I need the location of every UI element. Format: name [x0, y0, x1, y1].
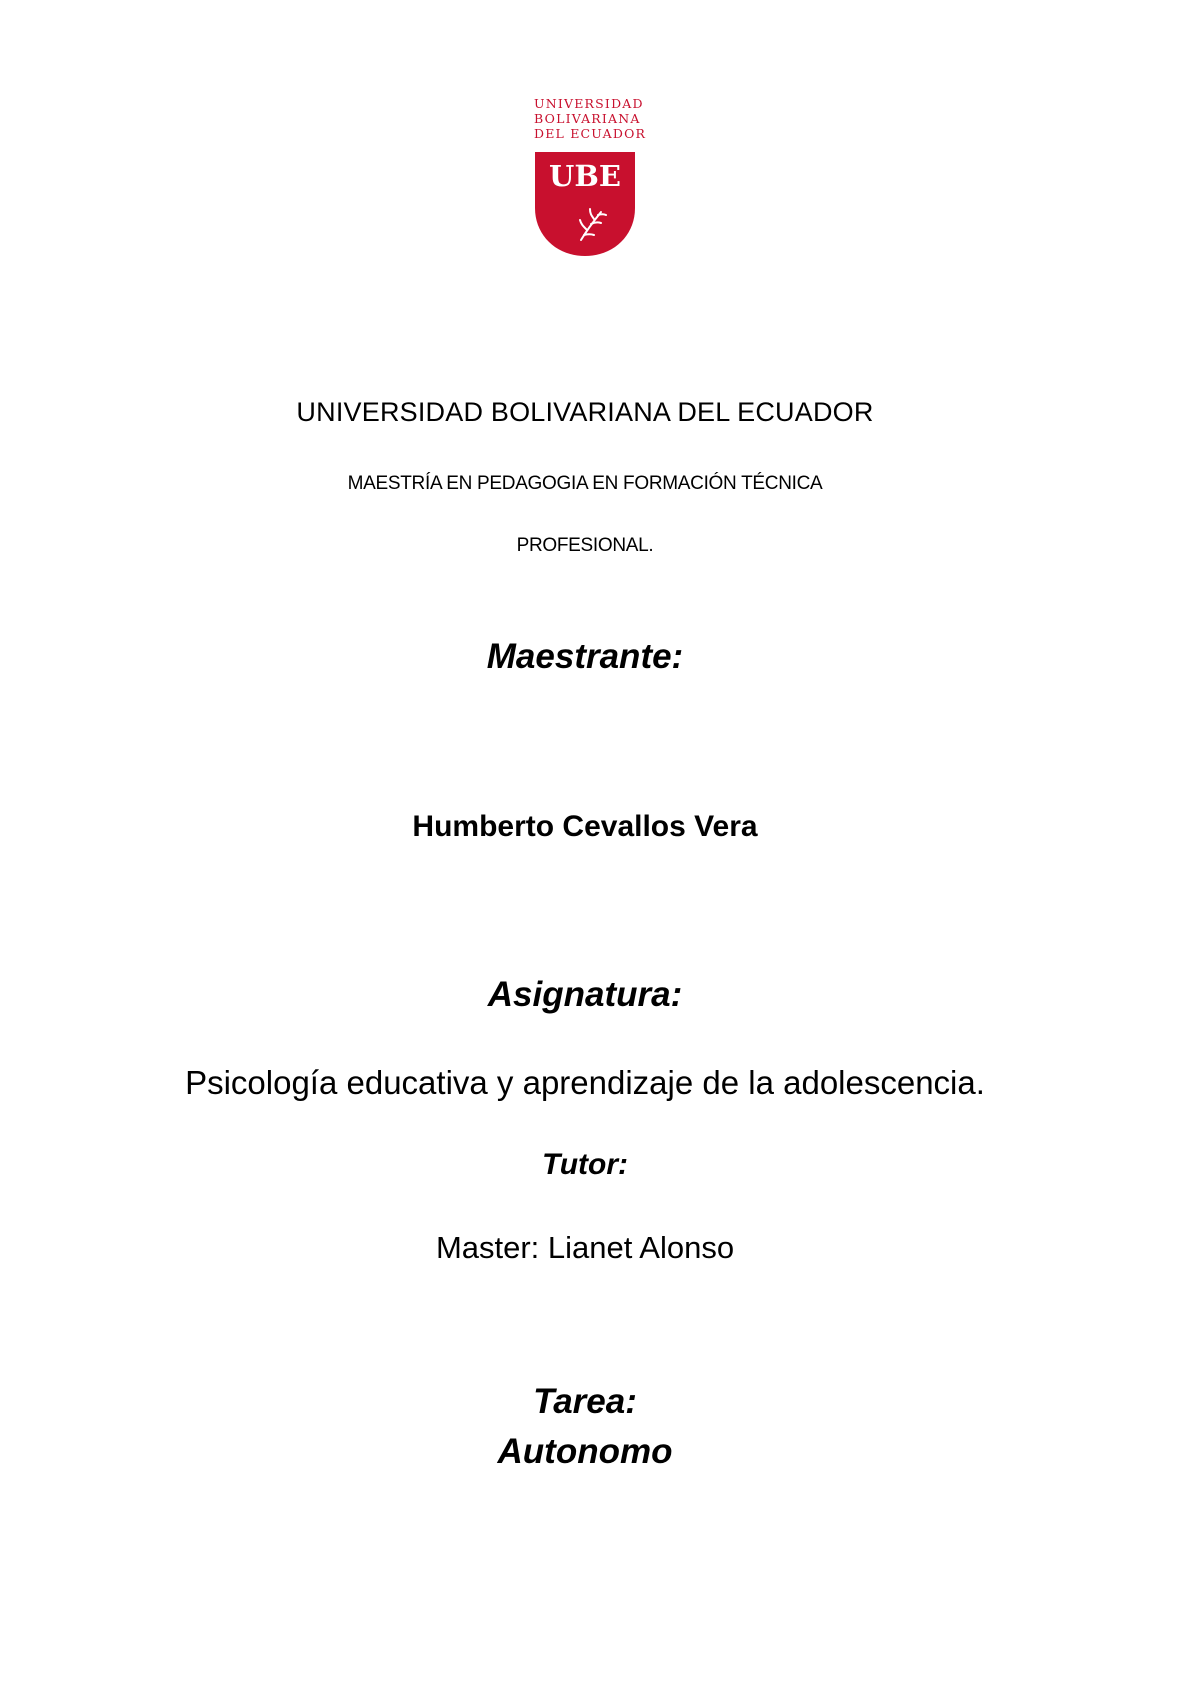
task-value: Autonomo: [497, 1432, 673, 1471]
subject-value: Psicología educativa y aprendizaje de la adolescencia.: [185, 1064, 985, 1101]
subject-label: Asignatura:: [487, 975, 683, 1014]
logo-line-2: BOLIVARIANA: [534, 111, 641, 126]
university-name: UNIVERSIDAD BOLIVARIANA DEL ECUADOR: [296, 397, 874, 427]
shield-text: UBE: [549, 159, 621, 193]
task-label: Tarea:: [533, 1382, 637, 1421]
program-title-cont: PROFESIONAL.: [516, 535, 654, 556]
logo-line-1: UNIVERSIDAD: [534, 96, 644, 111]
student-name: Humberto Cevallos Vera: [412, 810, 758, 843]
program-title: MAESTRÍA EN PEDAGOGIA EN FORMACIÓN TÉCNICA: [347, 473, 823, 494]
shield-icon: [535, 152, 635, 256]
logo-wordmark: [534, 96, 647, 141]
tutor-label: Tutor:: [541, 1148, 629, 1181]
logo-line-3: DEL ECUADOR: [534, 126, 647, 141]
tutor-value: Master: Lianet Alonso: [435, 1230, 735, 1265]
university-logo: [532, 96, 647, 260]
student-label: Maestrante:: [486, 637, 684, 676]
